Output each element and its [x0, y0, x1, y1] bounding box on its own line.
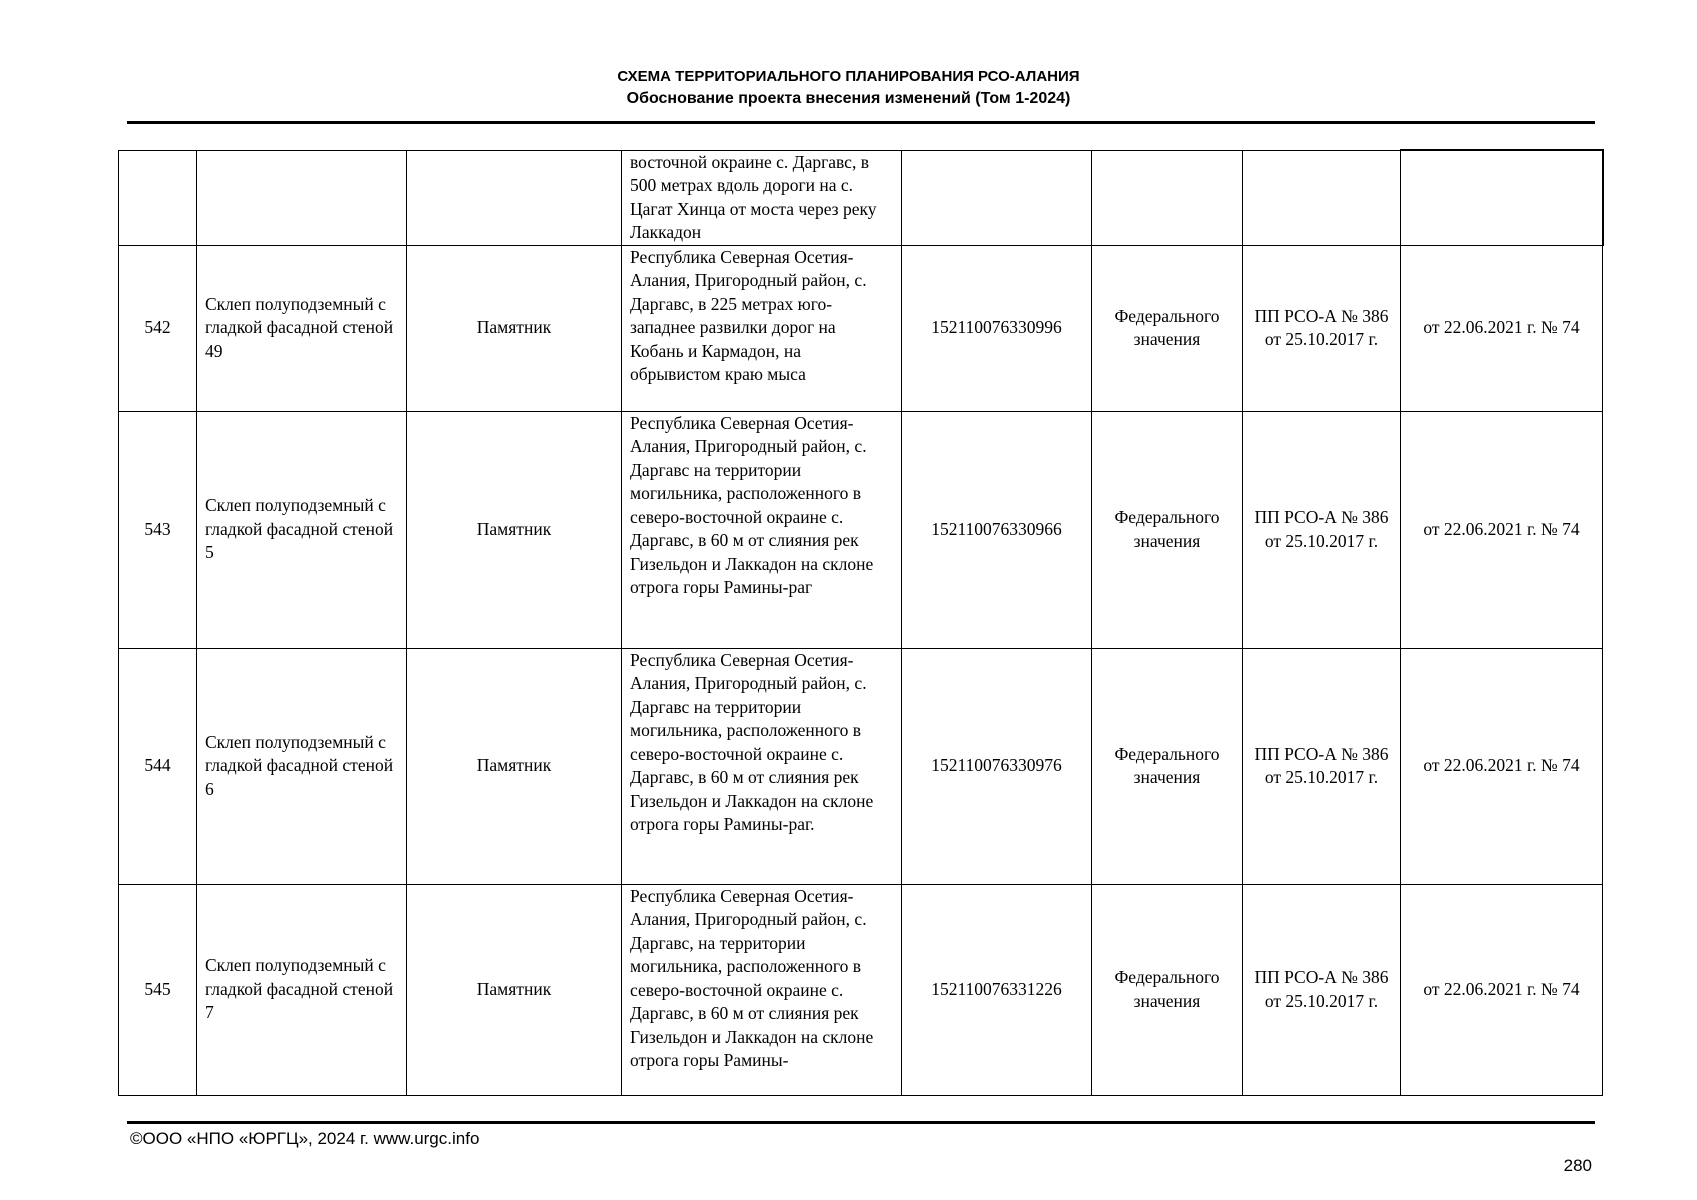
cell-type: Памятник — [407, 884, 622, 1095]
cell-reg-number: 152110076330966 — [902, 411, 1092, 648]
cell-decree: ПП РСО-А № 386 от 25.10.2017 г. — [1243, 411, 1401, 648]
cell-category: Федерального значения — [1092, 245, 1243, 411]
cell-decree: ПП РСО-А № 386 от 25.10.2017 г. — [1243, 884, 1401, 1095]
cell-type: Памятник — [407, 648, 622, 884]
cell-address: Республика Северная Осетия-Алания, Пригородный район, с. Даргавс на территории могильника, расположенного в северо-восточной окраине с. Даргавс, в 60 м от слияния рек Гизельдон и Лаккадон на склоне отрога горы Рамины-раг. — [622, 648, 902, 884]
cell-name: Склеп полуподземный с гладкой фасадной стеной 5 — [197, 411, 407, 648]
table-row-continued — [119, 150, 1603, 245]
cell-name: Склеп полуподземный с гладкой фасадной стеной 49 — [197, 245, 407, 411]
cell-order — [1401, 150, 1603, 245]
cell-num — [119, 150, 197, 245]
cell-name: Склеп полуподземный с гладкой фасадной стеной 7 — [197, 884, 407, 1095]
cell-address: восточной окраине с. Даргавс, в 500 метрах вдоль дороги на с. Цагат Хинца от моста через реку Лаккадон — [622, 150, 902, 245]
cell-type: Памятник — [407, 245, 622, 411]
table-row — [119, 245, 1603, 411]
cell-num: 543 — [119, 411, 197, 648]
cell-reg-number — [902, 150, 1092, 245]
cell-address: Республика Северная Осетия-Алания, Пригородный район, с. Даргавс на территории могильника, расположенного в северо-восточной окраине с. Даргавс, в 60 м от слияния рек Гизельдон и Лаккадон на склоне отрога горы Рамины-раг — [622, 411, 902, 648]
document-title: СХЕМА ТЕРРИТОРИАЛЬНОГО ПЛАНИРОВАНИЯ РСО-АЛАНИЯ — [617, 68, 1080, 85]
cell-num: 542 — [119, 245, 197, 411]
cell-category: Федерального значения — [1092, 884, 1243, 1095]
header-divider — [127, 121, 1595, 124]
heritage-register-table — [118, 149, 1604, 1096]
cell-type: Памятник — [407, 411, 622, 648]
cell-order: от 22.06.2021 г. № 74 — [1401, 648, 1603, 884]
cell-type — [407, 150, 622, 245]
cell-name: Склеп полуподземный с гладкой фасадной стеной 6 — [197, 648, 407, 884]
cell-reg-number: 152110076331226 — [902, 884, 1092, 1095]
cell-num: 544 — [119, 648, 197, 884]
cell-order: от 22.06.2021 г. № 74 — [1401, 884, 1603, 1095]
table-row — [119, 884, 1603, 1095]
cell-reg-number: 152110076330976 — [902, 648, 1092, 884]
cell-reg-number: 152110076330996 — [902, 245, 1092, 411]
cell-category — [1092, 150, 1243, 245]
cell-category: Федерального значения — [1092, 648, 1243, 884]
cell-decree: ПП РСО-А № 386 от 25.10.2017 г. — [1243, 245, 1401, 411]
cell-name — [197, 150, 407, 245]
footer-divider — [127, 1121, 1595, 1124]
footer-copyright: ©ООО «НПО «ЮРГЦ», 2024 г. www.urgc.info — [130, 1129, 480, 1148]
table-row — [119, 411, 1603, 648]
document-subtitle: Обоснование проекта внесения изменений (Том 1-2024) — [626, 90, 1071, 107]
cell-decree: ПП РСО-А № 386 от 25.10.2017 г. — [1243, 648, 1401, 884]
cell-address: Республика Северная Осетия-Алания, Пригородный район, с. Даргавс, в 225 метрах юго-западнее развилки дорог на Кобань и Кармадон, на обрывистом краю мыса — [622, 245, 902, 411]
cell-address: Республика Северная Осетия-Алания, Пригородный район, с. Даргавс, на территории могильника, расположенного в северо-восточной окраине с. Даргавс, в 60 м от слияния рек Гизельдон и Лаккадон на склоне отрога горы Рамины- — [622, 884, 902, 1095]
table-row — [119, 648, 1603, 884]
cell-decree — [1243, 150, 1401, 245]
cell-category: Федерального значения — [1092, 411, 1243, 648]
cell-order: от 22.06.2021 г. № 74 — [1401, 245, 1603, 411]
cell-num: 545 — [119, 884, 197, 1095]
page-number: 280 — [1563, 1156, 1592, 1175]
cell-order: от 22.06.2021 г. № 74 — [1401, 411, 1603, 648]
